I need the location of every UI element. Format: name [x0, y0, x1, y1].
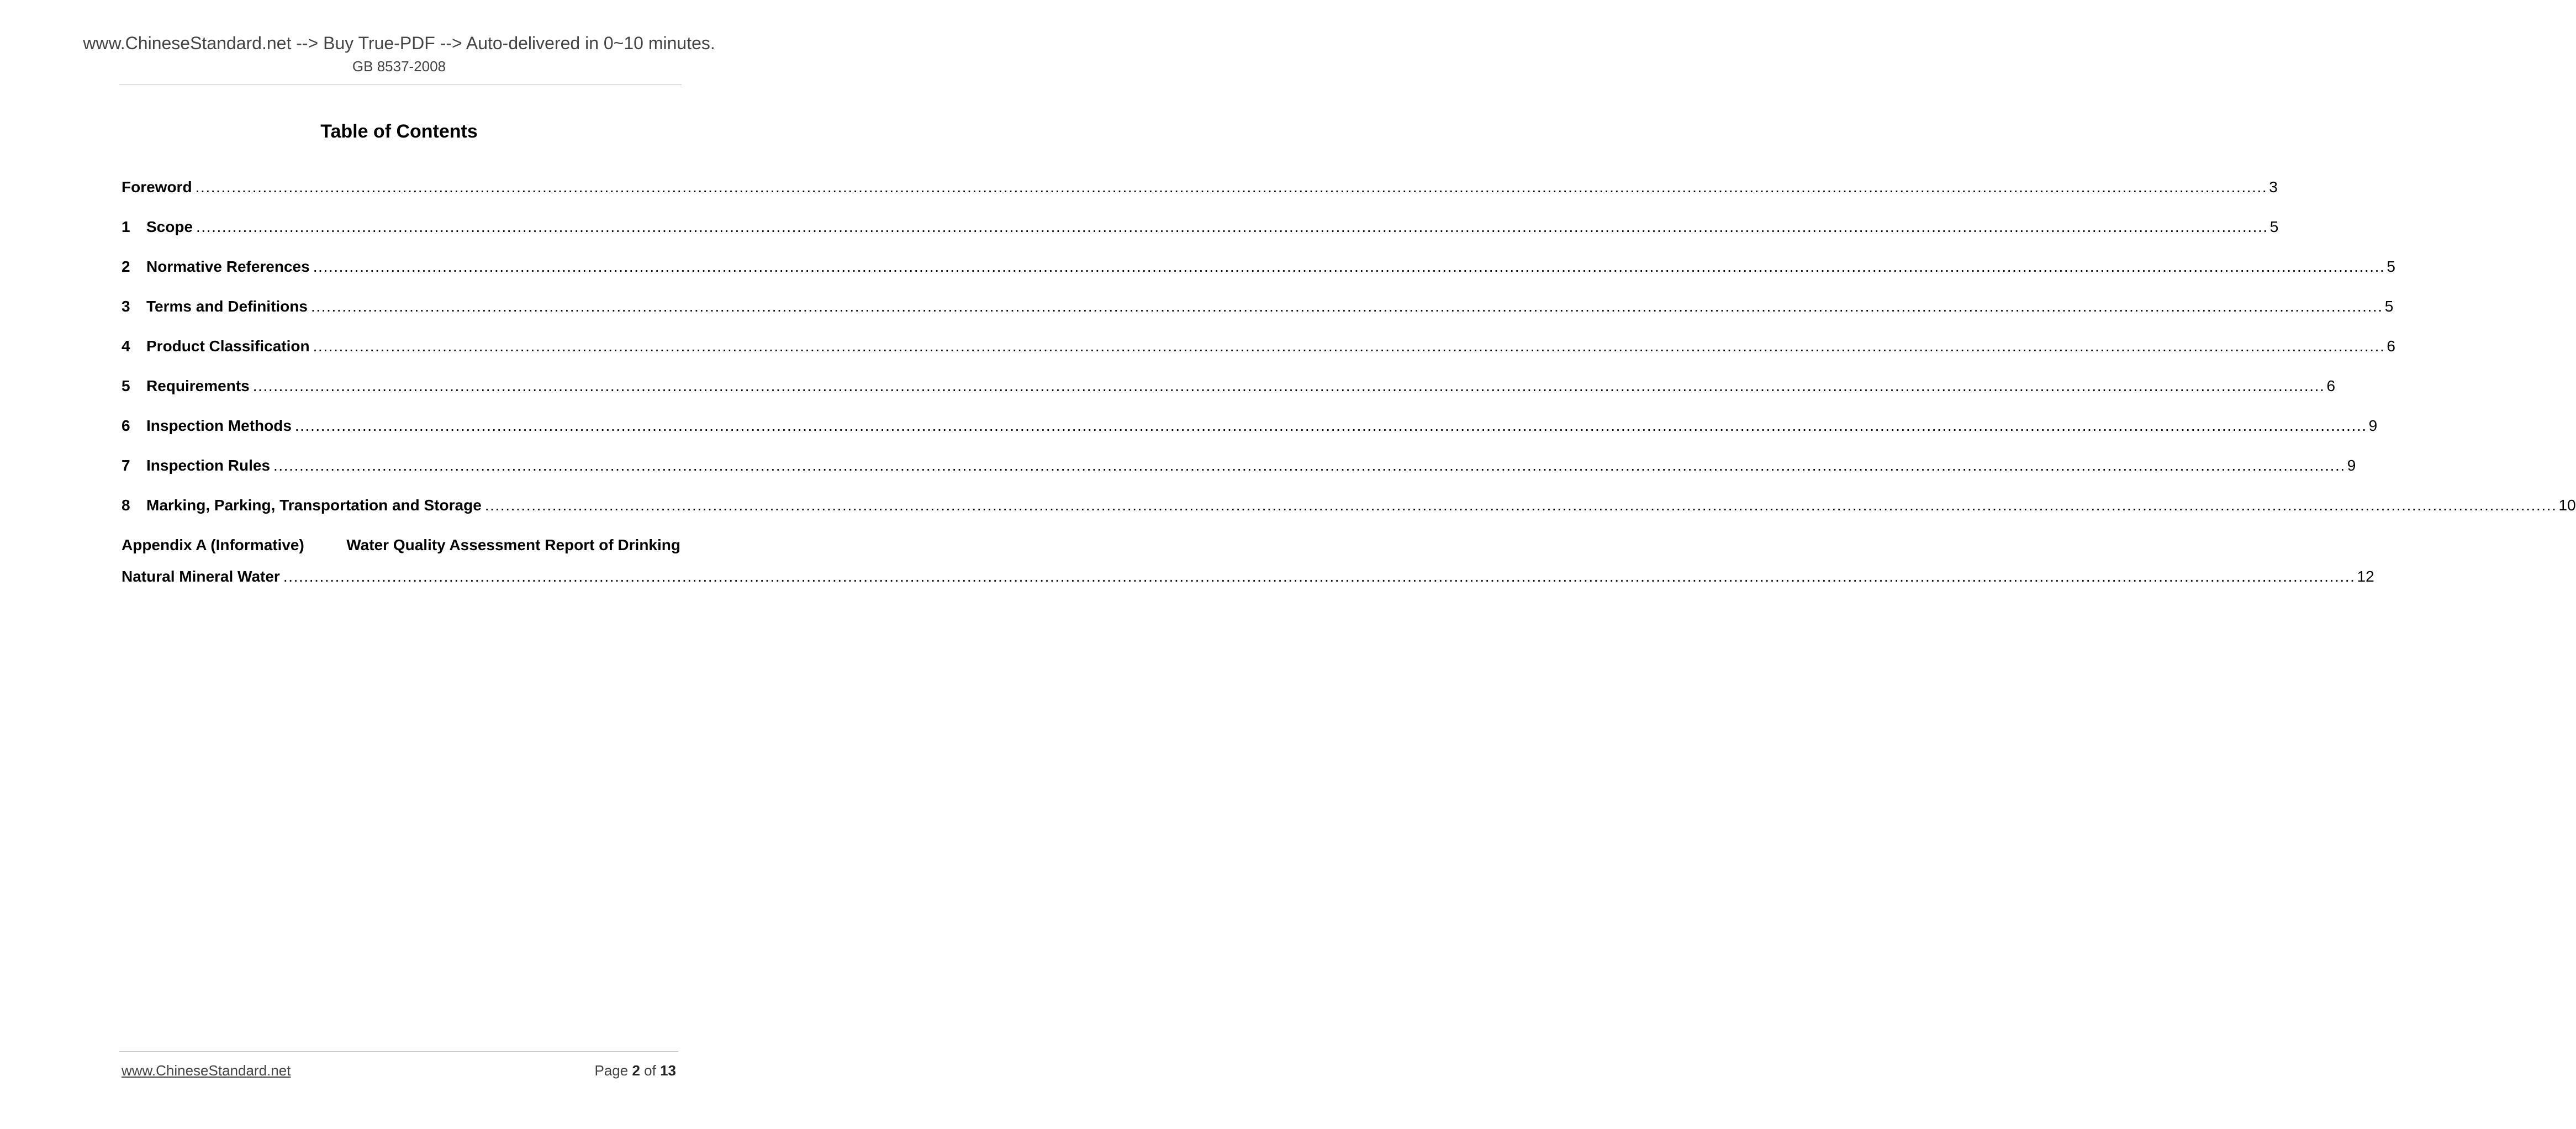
toc-entry-page: 5 [2269, 218, 2279, 235]
toc-entry-page: 12 [2357, 568, 2374, 585]
toc-entry-appendix-a-continued[interactable] [122, 564, 2374, 587]
toc-entry-number: 6 [122, 417, 130, 434]
total-pages: 13 [660, 1062, 676, 1079]
toc-leader-dots: ................................................................................................................................................................................................................................................................................................................................................................................................................ [313, 258, 2385, 275]
appendix-title-line2: Natural Mineral Water [122, 568, 280, 585]
toc-entry-foreword[interactable] [122, 175, 2278, 197]
toc-entry-normative-references[interactable] [122, 255, 2395, 277]
page-of: of [644, 1062, 656, 1079]
toc-entry-marking-packing-storage[interactable] [122, 493, 2576, 515]
toc-entry-scope[interactable] [122, 215, 2279, 237]
toc-entry-product-classification[interactable] [122, 334, 2395, 356]
current-page: 2 [632, 1062, 640, 1079]
toc-entry-page: 6 [2387, 337, 2395, 355]
toc-entry-label: Terms and Definitions [146, 298, 308, 315]
toc-entry-label: Marking, Parking, Transportation and Storage [146, 497, 482, 514]
page-title: Table of Contents [320, 121, 478, 142]
appendix-prefix: Appendix A (Informative) [122, 536, 304, 553]
toc-leader-dots: ................................................................................................................................................................................................................................................................................................................................................................................................................ [310, 298, 2383, 315]
toc-entry-label: Normative References [146, 258, 310, 275]
toc-entry-label: Product Classification [146, 337, 310, 355]
toc-entry-page: 9 [2368, 417, 2378, 434]
toc-entry-number: 4 [122, 337, 130, 355]
page-word: Page [594, 1062, 629, 1079]
toc-entry-label: Inspection Methods [146, 417, 292, 434]
appendix-title-line1: Water Quality Assessment Report of Drinking [346, 536, 680, 553]
toc-entry-label: Scope [146, 218, 193, 235]
toc-entry-page: 5 [2387, 258, 2395, 275]
toc-leader-dots: ................................................................................................................................................................................................................................................................................................................................................................................................................ [273, 457, 2346, 474]
footer-website-link[interactable]: www.ChineseStandard.net [122, 1062, 291, 1079]
toc-entry-requirements[interactable] [122, 374, 2336, 396]
toc-entry-inspection-methods[interactable] [122, 414, 2378, 436]
toc-entry-inspection-rules[interactable] [122, 453, 2356, 476]
header-banner: www.ChineseStandard.net --> Buy True-PDF --> Auto-delivered in 0~10 minutes. [83, 33, 715, 53]
toc-entry-number: 5 [122, 377, 130, 394]
page-number [594, 1061, 676, 1080]
toc-entry-label: Requirements [146, 377, 250, 394]
standard-number: GB 8537-2008 [352, 58, 446, 75]
toc-leader-dots: ................................................................................................................................................................................................................................................................................................................................................................................................................ [195, 178, 2268, 196]
toc-entry-page: 5 [2384, 298, 2394, 315]
toc-leader-dots: ................................................................................................................................................................................................................................................................................................................................................................................................................ [283, 568, 2356, 585]
toc-entry-page: 9 [2347, 457, 2356, 474]
toc-entry-label: Foreword [122, 178, 192, 196]
toc-entry-page: 6 [2326, 377, 2336, 394]
toc-entry-terms-and-definitions[interactable] [122, 294, 2394, 316]
footer-divider [119, 1051, 678, 1052]
toc-leader-dots: ................................................................................................................................................................................................................................................................................................................................................................................................................ [196, 218, 2268, 235]
toc-leader-dots: ................................................................................................................................................................................................................................................................................................................................................................................................................ [313, 337, 2385, 355]
toc-entry-number: 3 [122, 298, 130, 315]
toc-leader-dots: ................................................................................................................................................................................................................................................................................................................................................................................................................ [252, 377, 2325, 394]
toc-entry-page: 3 [2269, 178, 2278, 196]
toc-entry-page: 10 [2558, 497, 2576, 514]
toc-entry-number: 1 [122, 218, 130, 235]
toc-leader-dots: ................................................................................................................................................................................................................................................................................................................................................................................................................ [294, 417, 2367, 434]
toc-leader-dots: ................................................................................................................................................................................................................................................................................................................................................................................................................ [484, 497, 2557, 514]
toc-entry-label: Inspection Rules [146, 457, 271, 474]
toc-entry-appendix-a[interactable] [122, 533, 680, 555]
toc-entry-number: 8 [122, 497, 130, 514]
toc-entry-number: 7 [122, 457, 130, 474]
toc-entry-number: 2 [122, 258, 130, 275]
